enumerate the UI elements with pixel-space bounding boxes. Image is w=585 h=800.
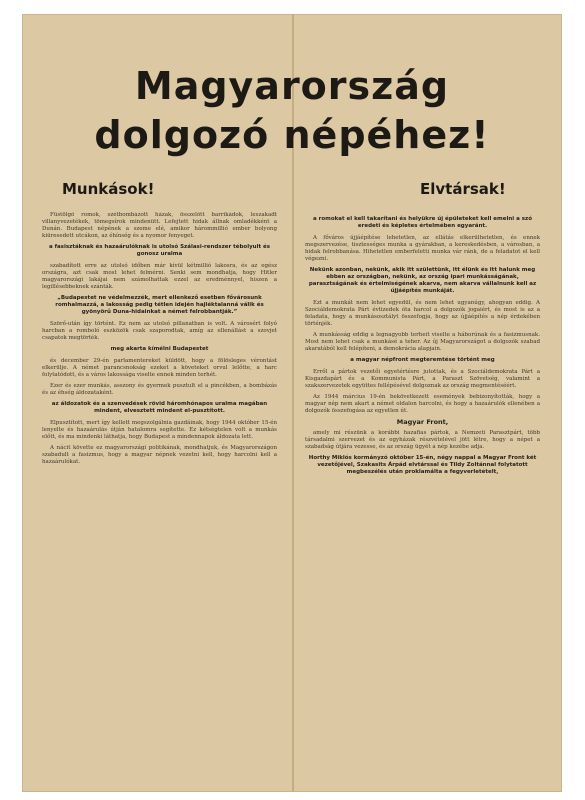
paragraph: Ezer és ezer munkás, asszony és gyermek pusztult el a pincékben, a bombázás és az éhség áldozataként.: [42, 383, 277, 396]
section-heading: Magyar Front,: [396, 418, 449, 426]
salutation-workers: Munkások!: [62, 180, 155, 198]
paragraph: Füstölgő romok, szétbombázott házak, összelőtt barrikádok, leszakadt villanyvezetékek, tömegsírok mindenütt. Lefejtett hidak állnak omladékként a Dunán. Budapest népének a szeme elé, amikor hárommillió ember bolyong kiüresedett utcákon, az éhínség és a nyomor fenyeget.: [42, 212, 277, 239]
headline-line-1: Magyarország: [134, 64, 450, 108]
paragraph: Az 1944 március 19-én bekövetkezett események bebizonyították, hogy a magyar nép nem akart a német oldalon harcolni, és hogy a hazaárulók ellenében a dolgozók összefogása az egyetlen út.: [305, 394, 540, 414]
bold-passage: a fasisztáknak és hazaárulóknak is utolsó Szálasi-rendszer tébolyult és gonosz uralma: [48, 244, 271, 257]
paragraph: A főváros újjáépítése lehetetlen, az ellátás elkerülhetetlen, és ennek megszervezése, tisztességes munka a gyárakban, a kereskedésben, a városban, a hidak felrobbanása. Hihetetlen emberfeletti munka vár ránk, de a feladatot el kell végezni.: [305, 235, 540, 262]
paragraph: szabadított erre az utolsó időben már kívül kétmillió lakosra, és az egész országra, azt csak most lehet felmérni. Senki sem mondhatja, hogy Hitler magyarországi lakájai nem számolhattak ezzel az eredménnyel, hiszen a legillésebbeknek szánták.: [42, 263, 277, 290]
paragraph: és december 29-én parlamentereket küldött, hogy a fölösleges vérontást elkerülje. A német parancsnokság ezeket a követeket orvul lelőtte, a harc folytatódott, és a város lakossága viselte ennek minden terhét.: [42, 358, 277, 378]
paragraph: Szörő-után így történt. Ez nem az utolsó pillanatban is volt. A városért folyó harcban a romboló eszközök csak szaporodtak, amíg az ellenállást a szovjet csapatok megtörték.: [42, 321, 277, 341]
bold-passage: Horthy Miklós kormányzó október 15-én, négy nappal a Magyar Front két vezetőjével, Szakasits Árpád elvtárssal és Tildy Zoltánnal folytatott megbeszélés után proklamálta a fegyverletételt,: [308, 455, 537, 475]
bold-passage: Nekünk azonban, nekünk, akik itt születtünk, itt élünk és itt halunk meg ebben az országban, nekünk, az ország ipari munkásságának, parasztságának és értelmiségének akarva, nem akarva vállalnunk kell az újjáépítés munkáját.: [308, 267, 537, 294]
paragraph: A nácit követte ez magyarországi politikának, mondhatjuk, és Magyarországon szabadult a fasizmus, hogy a magyar népnek vezetni kell, hogy harcolni kell a hazaárulókat.: [42, 445, 277, 465]
bold-passage: a magyar népfront megteremtése történt meg: [350, 357, 495, 363]
bold-passage: meg akarta kímélni Budapestet: [110, 346, 209, 352]
paragraph: A munkásság eddig a legnagyobb terheit viselte a háborúnak és a fasizmusnak. Most nem lehet csak a munkásé a teher. Az új Magyarországot a dolgozók szabad akaratából kell felépíteni, a demokrácia alapjain.: [305, 332, 540, 352]
bold-passage: az áldozatok és a szenvedések rövid háromhónapos uralma magában mindent, elvesztett mindent el-pusztított.: [51, 401, 268, 414]
paragraph: Erről a pártok vezetői egyetértésre jutottak, és a Szociáldemokrata Párt a Kisgazdapárt és a Kommunista Párt, a Paraszt Szövetség, valamint a szakszervezetek együttes fellépésével dolgoznak az ország megmentéséért.: [305, 369, 540, 389]
paragraph: amely mi részünk a korábbi hazafias pártok, a Nemzeti Parasztpárt, több társadalmi szervezet és az egyházak részvételével jött létre, hogy a népet a szabadság útjára vezesse, és az ország ügyét a nép kezébe adja.: [305, 430, 540, 450]
bold-passage: „Budapestet ne védelmezzék, mert ellenkező esetben fővárosunk romhalmazzá, a lakosság pedig tétlen idején hajléktalanná válik és gyönyörű Duna-hidainkat a német felrobbantják.”: [55, 295, 264, 315]
paragraph: Elpusztított, mert így kellett megszolgálnia gazdáinak, hogy 1944 október 15-én lenyelte és hazaárulás útján hatalomra segítette. Ez kétségtelen volt a munkás előtt, és ma mindenki láthatja, hogy Budapest a mindennapok áldozata lett.: [42, 420, 277, 440]
text-column-left: [42, 212, 277, 772]
headline-line-2: dolgozó népéhez!: [94, 113, 490, 157]
text-column-right: [305, 212, 540, 772]
salutation-comrades: Elvtársak!: [420, 180, 506, 198]
bold-passage: a romokat el kell takarítani és helyükre új épületeket kell emelni a szó eredeti és képletes értelmében egyaránt.: [313, 216, 532, 229]
paragraph: Ezt a munkát nem lehet egyedül, és nem lehet ugyanúgy, ahogyan eddig. A Szociáldemokrata Párt évtizedek óta harcol a dolgozók jogaiért, és most is az a feladata, hogy a munkásosztályt összefogja, hogy az újjáépítés a nép érdekében történjék.: [305, 300, 540, 327]
